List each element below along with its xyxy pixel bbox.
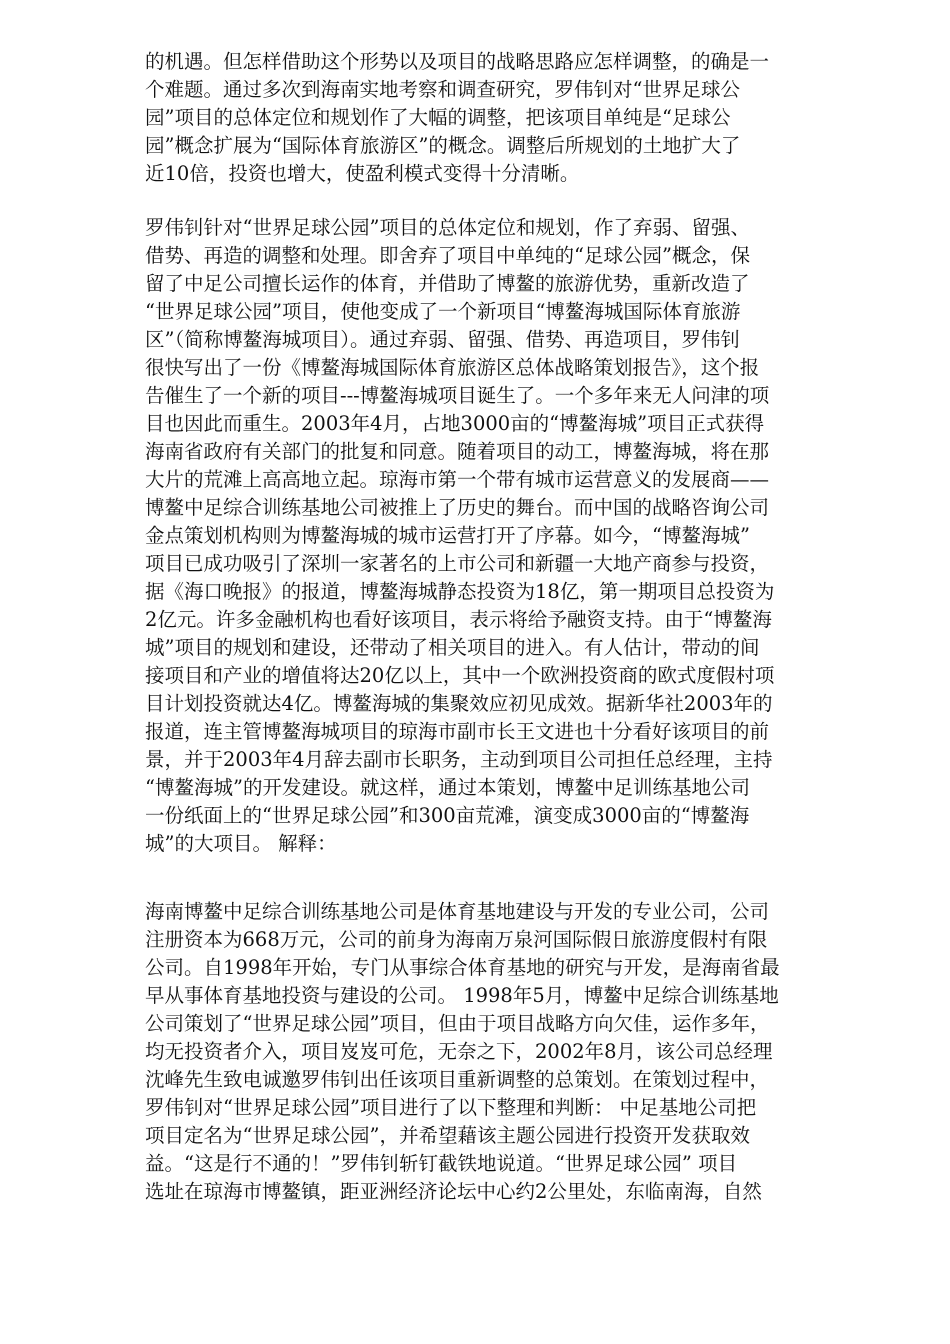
text-line: 注册资本为668万元，公司的前身为海南万泉河国际假日旅游度假村有限 <box>145 928 768 951</box>
text-line: 景，并于2003年4月辞去副市长职务，主动到项目公司担任总经理，主持 <box>145 748 773 771</box>
text-line: 项目定名为“世界足球公园”，并希望藉该主题公园进行投资开发获取效 <box>145 1124 750 1147</box>
text-line: 大片的荒滩上高高地立起。琼海市第一个带有城市运营意义的发展商—— <box>145 468 770 491</box>
text-line: 告催生了一个新的项目---博鳌海城项目诞生了。一个多年来无人问津的项 <box>145 384 770 407</box>
text-line: 项目已成功吸引了深圳一家著名的上市公司和新疆一大地产商参与投资， <box>145 552 770 575</box>
text-line: 园”概念扩展为“国际体育旅游区”的概念。调整后所规划的土地扩大了 <box>145 134 741 157</box>
text-line: 益。“这是行不通的！”罗伟钊斩钉截铁地说道。“世界足球公园” 项目 <box>145 1152 738 1175</box>
text-line: 公司策划了“世界足球公园”项目，但由于项目战略方向欠佳，运作多年， <box>145 1012 770 1035</box>
text-line: 目计划投资就达4亿。博鳌海城的集聚效应初见成效。据新华社2003年的 <box>145 692 773 715</box>
text-line: 留了中足公司擅长运作的体育，并借助了博鳌的旅游优势，重新改造了 <box>145 272 750 295</box>
text-line: 均无投资者介入，项目岌岌可危，无奈之下，2002年8月，该公司总经理 <box>145 1040 773 1063</box>
text-line: 罗伟钊针对“世界足球公园”项目的总体定位和规划，作了弃弱、留强、 <box>145 216 750 239</box>
text-line: 公司。自1998年开始，专门从事综合体育基地的研究与开发，是海南省最 <box>145 956 780 979</box>
text-line: 金点策划机构则为博鳌海城的城市运营打开了序幕。如今，“博鳌海城” <box>145 524 750 547</box>
text-line: 报道，连主管博鳌海城项目的琼海市副市长王文进也十分看好该项目的前 <box>145 720 770 743</box>
text-line: 选址在琼海市博鳌镇，距亚洲经济论坛中心约2公里处，东临南海，自然 <box>145 1180 762 1203</box>
text-line: 2亿元。许多金融机构也看好该项目，表示将给予融资支持。由于“博鳌海 <box>145 608 772 631</box>
text-line: 的机遇。但怎样借助这个形势以及项目的战略思路应怎样调整，的确是一 <box>145 50 770 73</box>
text-line: 城”的大项目。 解释： <box>145 832 337 855</box>
text-line: 借势、再造的调整和处理。即舍弃了项目中单纯的“足球公园”概念，保 <box>145 244 750 267</box>
text-line: 个难题。通过多次到海南实地考察和调查研究，罗伟钊对“世界足球公 <box>145 78 740 101</box>
text-line: 园”项目的总体定位和规划作了大幅的调整，把该项目单纯是“足球公 <box>145 106 731 129</box>
text-line: 近10倍，投资也增大，使盈利模式变得十分清晰。 <box>145 162 580 185</box>
text-line: 接项目和产业的增值将达20亿以上，其中一个欧洲投资商的欧式度假村项 <box>145 664 775 687</box>
text-line: 沈峰先生致电诚邀罗伟钊出任该项目重新调整的总策划。在策划过程中， <box>145 1068 770 1091</box>
text-line: 海南省政府有关部门的批复和同意。随着项目的动工，博鳌海城，将在那 <box>145 440 770 463</box>
text-line: 区”（简称博鳌海城项目）。通过弃弱、留强、借势、再造项目，罗伟钊 <box>145 328 740 351</box>
text-line: “博鳌海城”的开发建设。就这样，通过本策划，博鳌中足训练基地公司 <box>145 776 750 799</box>
text-line: 很快写出了一份《博鳌海城国际体育旅游区总体战略策划报告》，这个报 <box>145 356 760 379</box>
text-line: 一份纸面上的“世界足球公园”和300亩荒滩，演变成3000亩的“博鳌海 <box>145 804 750 827</box>
text-line: 罗伟钊对“世界足球公园”项目进行了以下整理和判断： 中足基地公司把 <box>145 1096 757 1119</box>
text-line: 博鳌中足综合训练基地公司被推上了历史的舞台。而中国的战略咨询公司 <box>145 496 770 519</box>
text-line: 早从事体育基地投资与建设的公司。 1998年5月，博鳌中足综合训练基地 <box>145 984 779 1007</box>
text-line: 目也因此而重生。2003年4月，占地3000亩的“博鳌海城”项目正式获得 <box>145 412 765 435</box>
text-line: 据《海口晚报》的报道，博鳌海城静态投资为18亿，第一期项目总投资为 <box>145 580 775 603</box>
text-line: 海南博鳌中足综合训练基地公司是体育基地建设与开发的专业公司，公司 <box>145 900 770 923</box>
text-line: “世界足球公园”项目，使他变成了一个新项目“博鳌海城国际体育旅游 <box>145 300 741 323</box>
text-line: 城”项目的规划和建设，还带动了相关项目的进入。有人估计，带动的间 <box>145 636 760 659</box>
